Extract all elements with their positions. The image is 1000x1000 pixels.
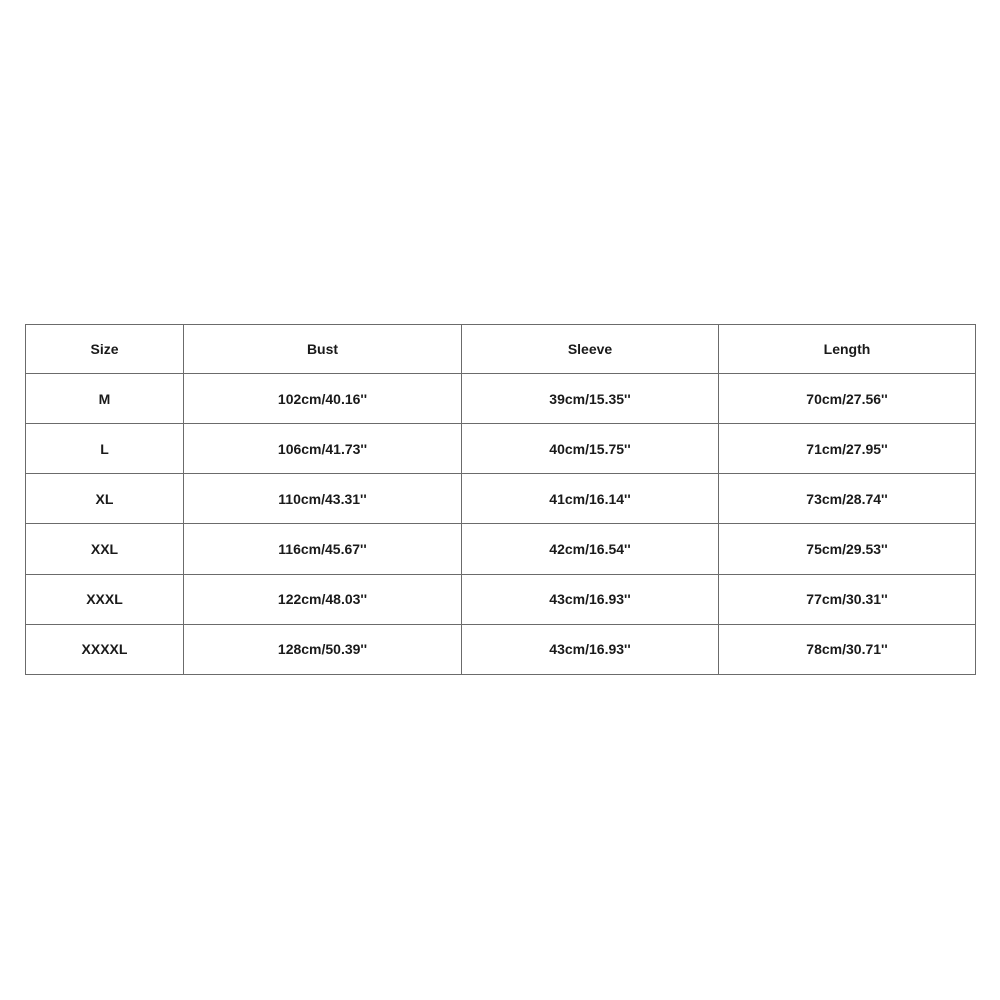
cell-sleeve: 41cm/16.14'' xyxy=(462,474,719,524)
table-row xyxy=(26,374,976,424)
cell-length: 77cm/30.31'' xyxy=(719,574,976,624)
table-header-row xyxy=(26,325,976,374)
cell-bust: 110cm/43.31'' xyxy=(184,474,462,524)
header-sleeve: Sleeve xyxy=(462,325,719,374)
cell-bust: 106cm/41.73'' xyxy=(184,424,462,474)
cell-size: M xyxy=(26,374,184,424)
table-row xyxy=(26,574,976,624)
header-bust: Bust xyxy=(184,325,462,374)
table-row xyxy=(26,424,976,474)
cell-size: XXXXL xyxy=(26,624,184,674)
cell-bust: 116cm/45.67'' xyxy=(184,524,462,574)
cell-sleeve: 43cm/16.93'' xyxy=(462,624,719,674)
cell-sleeve: 39cm/15.35'' xyxy=(462,374,719,424)
table-row xyxy=(26,624,976,674)
cell-sleeve: 40cm/15.75'' xyxy=(462,424,719,474)
cell-length: 73cm/28.74'' xyxy=(719,474,976,524)
header-size: Size xyxy=(26,325,184,374)
cell-bust: 102cm/40.16'' xyxy=(184,374,462,424)
cell-sleeve: 43cm/16.93'' xyxy=(462,574,719,624)
cell-size: L xyxy=(26,424,184,474)
cell-size: XXXL xyxy=(26,574,184,624)
cell-bust: 128cm/50.39'' xyxy=(184,624,462,674)
cell-size: XXL xyxy=(26,524,184,574)
header-length: Length xyxy=(719,325,976,374)
cell-length: 70cm/27.56'' xyxy=(719,374,976,424)
table-row xyxy=(26,524,976,574)
cell-size: XL xyxy=(26,474,184,524)
table-row xyxy=(26,474,976,524)
cell-length: 78cm/30.71'' xyxy=(719,624,976,674)
size-chart-table xyxy=(25,324,976,675)
cell-bust: 122cm/48.03'' xyxy=(184,574,462,624)
cell-length: 75cm/29.53'' xyxy=(719,524,976,574)
cell-length: 71cm/27.95'' xyxy=(719,424,976,474)
cell-sleeve: 42cm/16.54'' xyxy=(462,524,719,574)
